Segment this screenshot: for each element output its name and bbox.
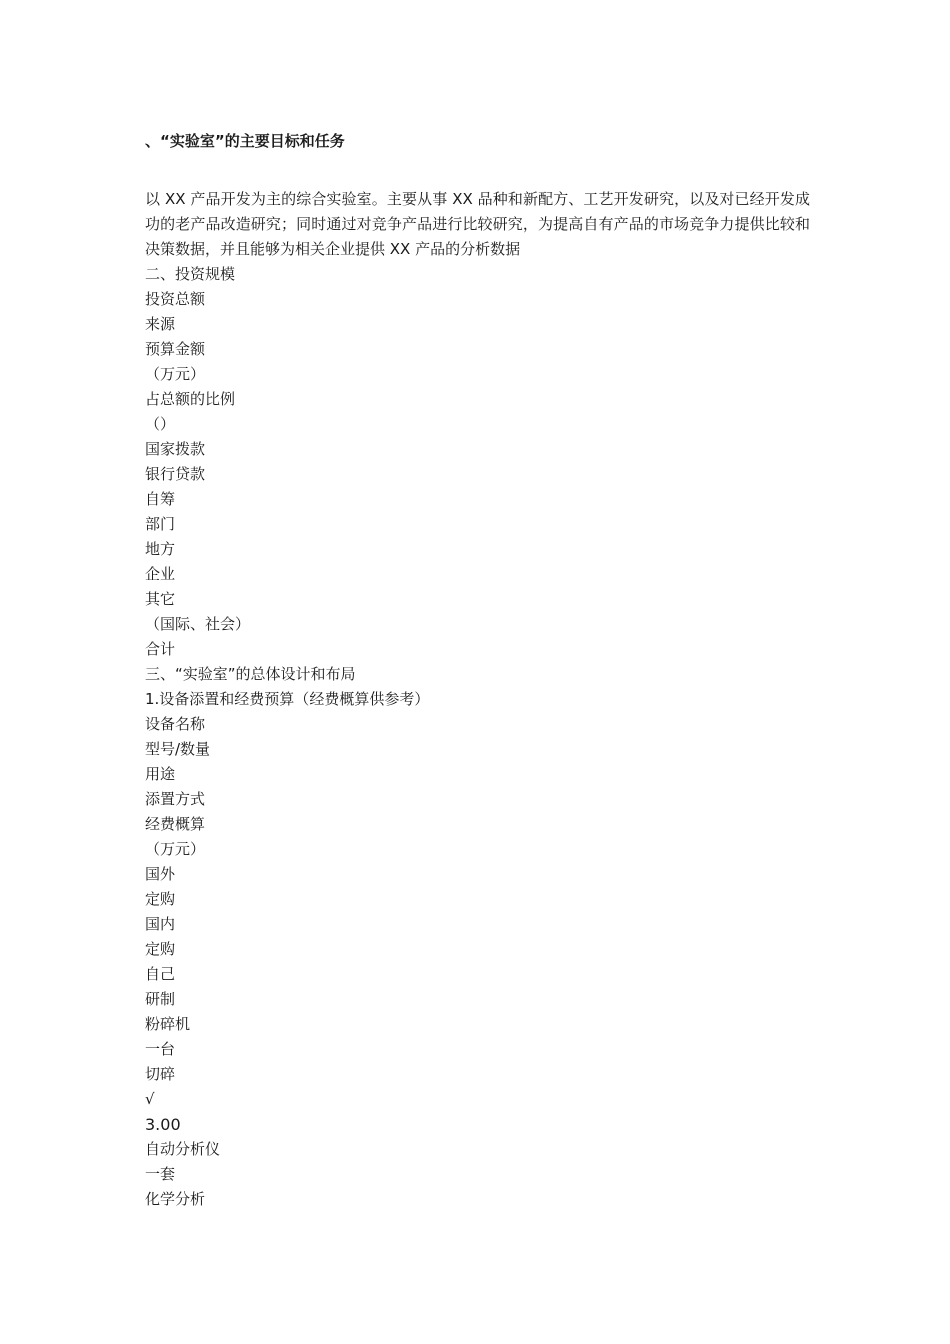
list-line: 研制 xyxy=(145,990,176,1008)
list-line: （） xyxy=(145,415,176,433)
list-line: 切碎 xyxy=(145,1065,176,1083)
list-line: 添置方式 xyxy=(145,790,206,808)
intro-paragraph: 以 XX 产品开发为主的综合实验室。主要从事 XX 品种和新配方、工艺开发研究，以及对已经开发成功的老产品改造研究；同时通过对竞争产品进行比较研究，为提高自有产品的市场竞争力提供比较和决策数据，并且能够为相关企业提供 XX 产品的分析数据 xyxy=(145,190,810,258)
list-line: 企业 xyxy=(145,565,176,583)
list-line: 自筹 xyxy=(145,490,176,508)
list-line: 国家拨款 xyxy=(145,440,206,458)
list-line: 部门 xyxy=(145,515,176,533)
list-line: 型号/数量 xyxy=(145,740,211,758)
list-line: 国内 xyxy=(145,915,176,933)
list-line: 定购 xyxy=(145,890,176,908)
equipment-list xyxy=(145,712,810,1112)
list-line: 预算金额 xyxy=(145,340,206,358)
list-line: 投资总额 xyxy=(145,290,206,308)
list-line: （万元） xyxy=(145,840,206,858)
list-line: （万元） xyxy=(145,365,206,383)
section-heading: 、“实验室”的主要目标和任务 xyxy=(145,132,345,150)
budget-amount: 3.00 xyxy=(145,1115,181,1134)
list-line: 自己 xyxy=(145,965,176,983)
list-line: （国际、社会） xyxy=(145,615,251,633)
design-title: 三、“实验室”的总体设计和布局 xyxy=(145,665,356,683)
investment-list xyxy=(145,287,810,662)
list-line: 用途 xyxy=(145,765,176,783)
document-page xyxy=(145,128,810,1212)
list-line: 定购 xyxy=(145,940,176,958)
list-line: 一套 xyxy=(145,1165,176,1183)
list-line: √ xyxy=(145,1090,155,1108)
list-line: 国外 xyxy=(145,865,176,883)
list-line: 一台 xyxy=(145,1040,176,1058)
list-line: 银行贷款 xyxy=(145,465,206,483)
investment-title: 二、投资规模 xyxy=(145,265,236,283)
list-line: 来源 xyxy=(145,315,176,333)
list-line: 自动分析仪 xyxy=(145,1140,221,1158)
list-line: 占总额的比例 xyxy=(145,390,236,408)
list-line: 粉碎机 xyxy=(145,1015,191,1033)
list-line: 经费概算 xyxy=(145,815,206,833)
list-line: 设备名称 xyxy=(145,715,206,733)
design-subtitle: 1.设备添置和经费预算（经费概算供参考） xyxy=(145,690,430,708)
list-line: 其它 xyxy=(145,590,176,608)
list-line: 化学分析 xyxy=(145,1190,206,1208)
list-line: 合计 xyxy=(145,640,176,658)
list-line: 地方 xyxy=(145,540,176,558)
equipment-list-continued xyxy=(145,1137,810,1212)
